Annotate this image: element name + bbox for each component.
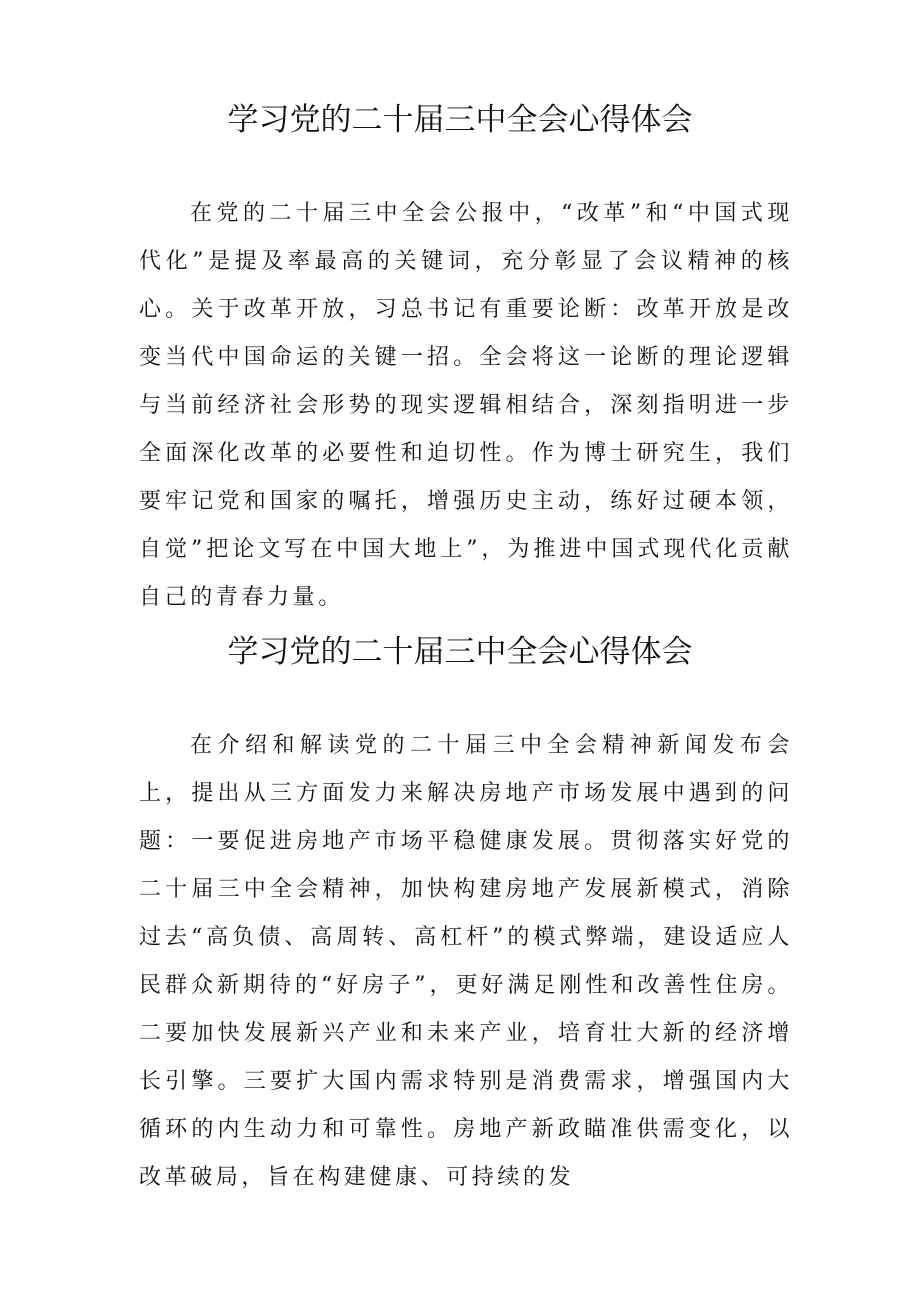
section-1-title: 学习党的二十届三中全会心得体会	[227, 102, 693, 138]
section-2-title: 学习党的二十届三中全会心得体会	[227, 634, 693, 670]
section-2-paragraph: 在介绍和解读党的二十届三中全会精神新闻发布会上，提出从三方面发力来解决房地产市场发展中遇到的问题：一要促进房地产市场平稳健康发展。贯彻落实好党的二十届三中全会精神，加快构建房地产发展新模式，消除过去“高负债、高周转、高杠杆”的模式弊端，建设适应人民群众新期待的“好房子”，更好满足刚性和改善性住房。二要加快发展新兴产业和未来产业，培育壮大新的经济增长引擎。三要扩大国内需求特别是消费需求，增强国内大循环的内生动力和可靠性。房地产新政瞄准供需变化，以改革破局，旨在构建健康、可持续的发	[139, 733, 793, 1190]
section-1-paragraph: 在党的二十届三中全会公报中，“改革”和“中国式现代化”是提及率最高的关键词，充分彰显了会议精神的核心。关于改革开放，习总书记有重要论断：改革开放是改变当代中国命运的关键一招。全会将这一论断的理论逻辑与当前经济社会形势的现实逻辑相结合，深刻指明进一步全面深化改革的必要性和迫切性。作为博士研究生，我们要牢记党和国家的嘱托，增强历史主动，练好过硬本领，自觉”把论文写在中国大地上”，为推进中国式现代化贡献自己的青春力量。	[139, 201, 793, 610]
